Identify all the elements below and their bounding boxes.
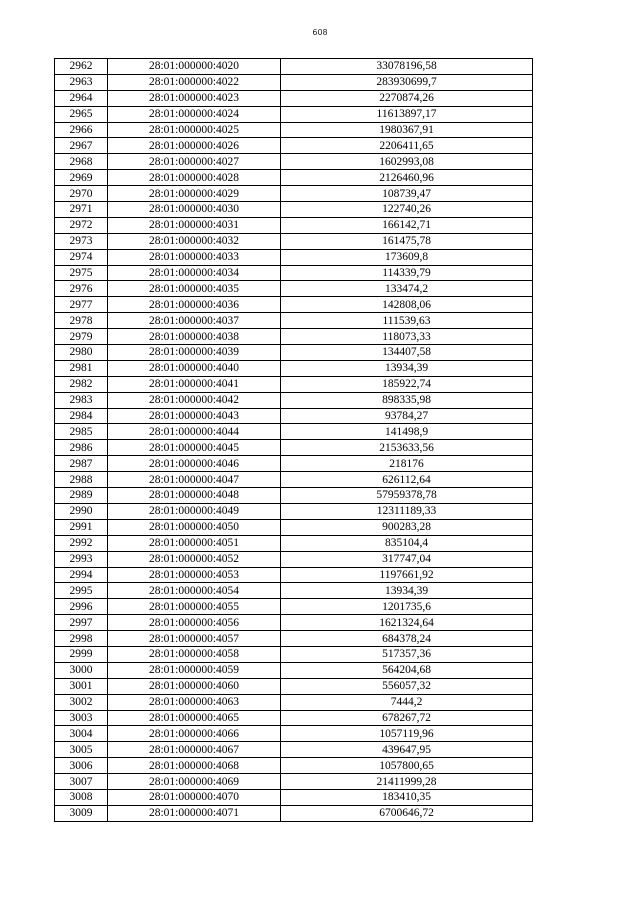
cadastral-value-table: [54, 58, 533, 822]
row-number-cell: 3000: [55, 662, 108, 678]
cadastral-value-cell: 684378,24: [281, 631, 533, 647]
cadastral-number-cell: 28:01:000000:4059: [108, 662, 281, 678]
row-number-cell: 2993: [55, 551, 108, 567]
table-row: [55, 742, 533, 758]
cadastral-number-cell: 28:01:000000:4030: [108, 202, 281, 218]
table-row: [55, 646, 533, 662]
cadastral-number-cell: 28:01:000000:4033: [108, 249, 281, 265]
cadastral-number-cell: 28:01:000000:4063: [108, 694, 281, 710]
row-number-cell: 2965: [55, 106, 108, 122]
row-number-cell: 2988: [55, 472, 108, 488]
table-row: [55, 74, 533, 90]
table-row: [55, 440, 533, 456]
cadastral-value-cell: 93784,27: [281, 408, 533, 424]
row-number-cell: 2967: [55, 138, 108, 154]
row-number-cell: 2991: [55, 519, 108, 535]
table-row: [55, 154, 533, 170]
cadastral-value-cell: 161475,78: [281, 233, 533, 249]
cadastral-value-cell: 218176: [281, 456, 533, 472]
cadastral-number-cell: 28:01:000000:4069: [108, 774, 281, 790]
row-number-cell: 2990: [55, 503, 108, 519]
cadastral-number-cell: 28:01:000000:4071: [108, 805, 281, 821]
row-number-cell: 2974: [55, 249, 108, 265]
cadastral-number-cell: 28:01:000000:4039: [108, 345, 281, 361]
row-number-cell: 2970: [55, 186, 108, 202]
table-row: [55, 424, 533, 440]
table-row: [55, 488, 533, 504]
cadastral-number-cell: 28:01:000000:4070: [108, 789, 281, 805]
table-row: [55, 202, 533, 218]
row-number-cell: 2969: [55, 170, 108, 186]
cadastral-number-cell: 28:01:000000:4028: [108, 170, 281, 186]
cadastral-value-cell: 114339,79: [281, 265, 533, 281]
row-number-cell: 2963: [55, 74, 108, 90]
row-number-cell: 2975: [55, 265, 108, 281]
row-number-cell: 2968: [55, 154, 108, 170]
cadastral-number-cell: 28:01:000000:4067: [108, 742, 281, 758]
table-row: [55, 90, 533, 106]
cadastral-value-cell: 1197661,92: [281, 567, 533, 583]
cadastral-value-cell: 166142,71: [281, 217, 533, 233]
table-row: [55, 313, 533, 329]
table-row: [55, 329, 533, 345]
cadastral-number-cell: 28:01:000000:4050: [108, 519, 281, 535]
table-row: [55, 599, 533, 615]
cadastral-value-cell: 898335,98: [281, 392, 533, 408]
table-row: [55, 631, 533, 647]
cadastral-number-cell: 28:01:000000:4027: [108, 154, 281, 170]
table-row: [55, 217, 533, 233]
table-row: [55, 106, 533, 122]
cadastral-value-cell: 517357,36: [281, 646, 533, 662]
row-number-cell: 2979: [55, 329, 108, 345]
row-number-cell: 2984: [55, 408, 108, 424]
row-number-cell: 3001: [55, 678, 108, 694]
table-row: [55, 186, 533, 202]
cadastral-value-cell: 111539,63: [281, 313, 533, 329]
cadastral-value-cell: 118073,33: [281, 329, 533, 345]
cadastral-number-cell: 28:01:000000:4035: [108, 281, 281, 297]
cadastral-number-cell: 28:01:000000:4049: [108, 503, 281, 519]
cadastral-number-cell: 28:01:000000:4024: [108, 106, 281, 122]
cadastral-number-cell: 28:01:000000:4045: [108, 440, 281, 456]
cadastral-value-cell: 2270874,26: [281, 90, 533, 106]
cadastral-number-cell: 28:01:000000:4053: [108, 567, 281, 583]
cadastral-value-cell: 626112,64: [281, 472, 533, 488]
table-row: [55, 408, 533, 424]
cadastral-value-cell: 142808,06: [281, 297, 533, 313]
cadastral-value-cell: 2126460,96: [281, 170, 533, 186]
cadastral-number-cell: 28:01:000000:4036: [108, 297, 281, 313]
row-number-cell: 3007: [55, 774, 108, 790]
row-number-cell: 2983: [55, 392, 108, 408]
row-number-cell: 2986: [55, 440, 108, 456]
table-row: [55, 122, 533, 138]
table-row: [55, 281, 533, 297]
cadastral-number-cell: 28:01:000000:4051: [108, 535, 281, 551]
table-row: [55, 789, 533, 805]
table-row: [55, 456, 533, 472]
cadastral-number-cell: 28:01:000000:4058: [108, 646, 281, 662]
cadastral-number-cell: 28:01:000000:4041: [108, 376, 281, 392]
cadastral-number-cell: 28:01:000000:4025: [108, 122, 281, 138]
cadastral-value-cell: 1057119,96: [281, 726, 533, 742]
table-row: [55, 519, 533, 535]
cadastral-number-cell: 28:01:000000:4047: [108, 472, 281, 488]
table-row: [55, 472, 533, 488]
cadastral-value-cell: 900283,28: [281, 519, 533, 535]
table-row: [55, 615, 533, 631]
table-row: [55, 535, 533, 551]
cadastral-number-cell: 28:01:000000:4026: [108, 138, 281, 154]
cadastral-value-cell: 283930699,7: [281, 74, 533, 90]
cadastral-value-cell: 185922,74: [281, 376, 533, 392]
row-number-cell: 2981: [55, 360, 108, 376]
cadastral-value-cell: 556057,32: [281, 678, 533, 694]
row-number-cell: 2978: [55, 313, 108, 329]
cadastral-value-cell: 33078196,58: [281, 59, 533, 75]
row-number-cell: 3008: [55, 789, 108, 805]
table-row: [55, 170, 533, 186]
cadastral-number-cell: 28:01:000000:4037: [108, 313, 281, 329]
cadastral-number-cell: 28:01:000000:4054: [108, 583, 281, 599]
cadastral-number-cell: 28:01:000000:4057: [108, 631, 281, 647]
table-row: [55, 726, 533, 742]
row-number-cell: 2962: [55, 59, 108, 75]
row-number-cell: 2992: [55, 535, 108, 551]
row-number-cell: 2972: [55, 217, 108, 233]
row-number-cell: 2985: [55, 424, 108, 440]
table-row: [55, 360, 533, 376]
row-number-cell: 2995: [55, 583, 108, 599]
cadastral-number-cell: 28:01:000000:4044: [108, 424, 281, 440]
table-row: [55, 583, 533, 599]
cadastral-value-cell: 439647,95: [281, 742, 533, 758]
cadastral-value-cell: 564204,68: [281, 662, 533, 678]
cadastral-value-cell: 2206411,65: [281, 138, 533, 154]
cadastral-value-cell: 1201735,6: [281, 599, 533, 615]
cadastral-value-cell: 1057800,65: [281, 758, 533, 774]
row-number-cell: 3006: [55, 758, 108, 774]
cadastral-number-cell: 28:01:000000:4066: [108, 726, 281, 742]
cadastral-number-cell: 28:01:000000:4042: [108, 392, 281, 408]
table-row: [55, 694, 533, 710]
cadastral-number-cell: 28:01:000000:4022: [108, 74, 281, 90]
cadastral-number-cell: 28:01:000000:4032: [108, 233, 281, 249]
row-number-cell: 2980: [55, 345, 108, 361]
cadastral-number-cell: 28:01:000000:4029: [108, 186, 281, 202]
cadastral-value-cell: 57959378,78: [281, 488, 533, 504]
cadastral-value-cell: 21411999,28: [281, 774, 533, 790]
cadastral-number-cell: 28:01:000000:4020: [108, 59, 281, 75]
cadastral-value-cell: 13934,39: [281, 360, 533, 376]
row-number-cell: 3005: [55, 742, 108, 758]
cadastral-number-cell: 28:01:000000:4043: [108, 408, 281, 424]
table-row: [55, 503, 533, 519]
cadastral-number-cell: 28:01:000000:4040: [108, 360, 281, 376]
row-number-cell: 2997: [55, 615, 108, 631]
cadastral-number-cell: 28:01:000000:4023: [108, 90, 281, 106]
cadastral-value-cell: 11613897,17: [281, 106, 533, 122]
cadastral-number-cell: 28:01:000000:4065: [108, 710, 281, 726]
row-number-cell: 2982: [55, 376, 108, 392]
cadastral-number-cell: 28:01:000000:4038: [108, 329, 281, 345]
cadastral-value-cell: 1980367,91: [281, 122, 533, 138]
cadastral-value-cell: 7444,2: [281, 694, 533, 710]
row-number-cell: 3002: [55, 694, 108, 710]
row-number-cell: 2966: [55, 122, 108, 138]
cadastral-number-cell: 28:01:000000:4031: [108, 217, 281, 233]
cadastral-value-cell: 134407,58: [281, 345, 533, 361]
cadastral-value-cell: 678267,72: [281, 710, 533, 726]
cadastral-value-cell: 133474,2: [281, 281, 533, 297]
row-number-cell: 2973: [55, 233, 108, 249]
cadastral-value-cell: 317747,04: [281, 551, 533, 567]
cadastral-value-cell: 141498,9: [281, 424, 533, 440]
table-row: [55, 551, 533, 567]
row-number-cell: 2976: [55, 281, 108, 297]
page-number: 608: [312, 28, 328, 37]
row-number-cell: 2999: [55, 646, 108, 662]
cadastral-value-cell: 2153633,56: [281, 440, 533, 456]
table-row: [55, 376, 533, 392]
row-number-cell: 2964: [55, 90, 108, 106]
table-row: [55, 662, 533, 678]
row-number-cell: 3003: [55, 710, 108, 726]
cadastral-number-cell: 28:01:000000:4046: [108, 456, 281, 472]
table-row: [55, 710, 533, 726]
cadastral-number-cell: 28:01:000000:4048: [108, 488, 281, 504]
row-number-cell: 2987: [55, 456, 108, 472]
table-row: [55, 345, 533, 361]
row-number-cell: 3009: [55, 805, 108, 821]
table-row: [55, 138, 533, 154]
cadastral-number-cell: 28:01:000000:4056: [108, 615, 281, 631]
table-row: [55, 392, 533, 408]
table-row: [55, 758, 533, 774]
cadastral-number-cell: 28:01:000000:4060: [108, 678, 281, 694]
table-row: [55, 59, 533, 75]
table-row: [55, 265, 533, 281]
row-number-cell: 2994: [55, 567, 108, 583]
cadastral-value-cell: 183410,35: [281, 789, 533, 805]
cadastral-value-cell: 173609,8: [281, 249, 533, 265]
cadastral-value-cell: 108739,47: [281, 186, 533, 202]
row-number-cell: 2971: [55, 202, 108, 218]
row-number-cell: 2998: [55, 631, 108, 647]
row-number-cell: 3004: [55, 726, 108, 742]
cadastral-value-cell: 1621324,64: [281, 615, 533, 631]
row-number-cell: 2989: [55, 488, 108, 504]
row-number-cell: 2996: [55, 599, 108, 615]
cadastral-number-cell: 28:01:000000:4068: [108, 758, 281, 774]
table-row: [55, 297, 533, 313]
cadastral-value-cell: 122740,26: [281, 202, 533, 218]
cadastral-value-cell: 1602993,08: [281, 154, 533, 170]
cadastral-value-cell: 13934,39: [281, 583, 533, 599]
cadastral-number-cell: 28:01:000000:4055: [108, 599, 281, 615]
cadastral-number-cell: 28:01:000000:4052: [108, 551, 281, 567]
table-row: [55, 774, 533, 790]
cadastral-value-cell: 12311189,33: [281, 503, 533, 519]
table-row: [55, 249, 533, 265]
cadastral-value-cell: 835104,4: [281, 535, 533, 551]
cadastral-value-cell: 6700646,72: [281, 805, 533, 821]
table-row: [55, 805, 533, 821]
table-row: [55, 233, 533, 249]
row-number-cell: 2977: [55, 297, 108, 313]
cadastral-number-cell: 28:01:000000:4034: [108, 265, 281, 281]
table-body: [55, 59, 533, 822]
table-row: [55, 567, 533, 583]
table-row: [55, 678, 533, 694]
